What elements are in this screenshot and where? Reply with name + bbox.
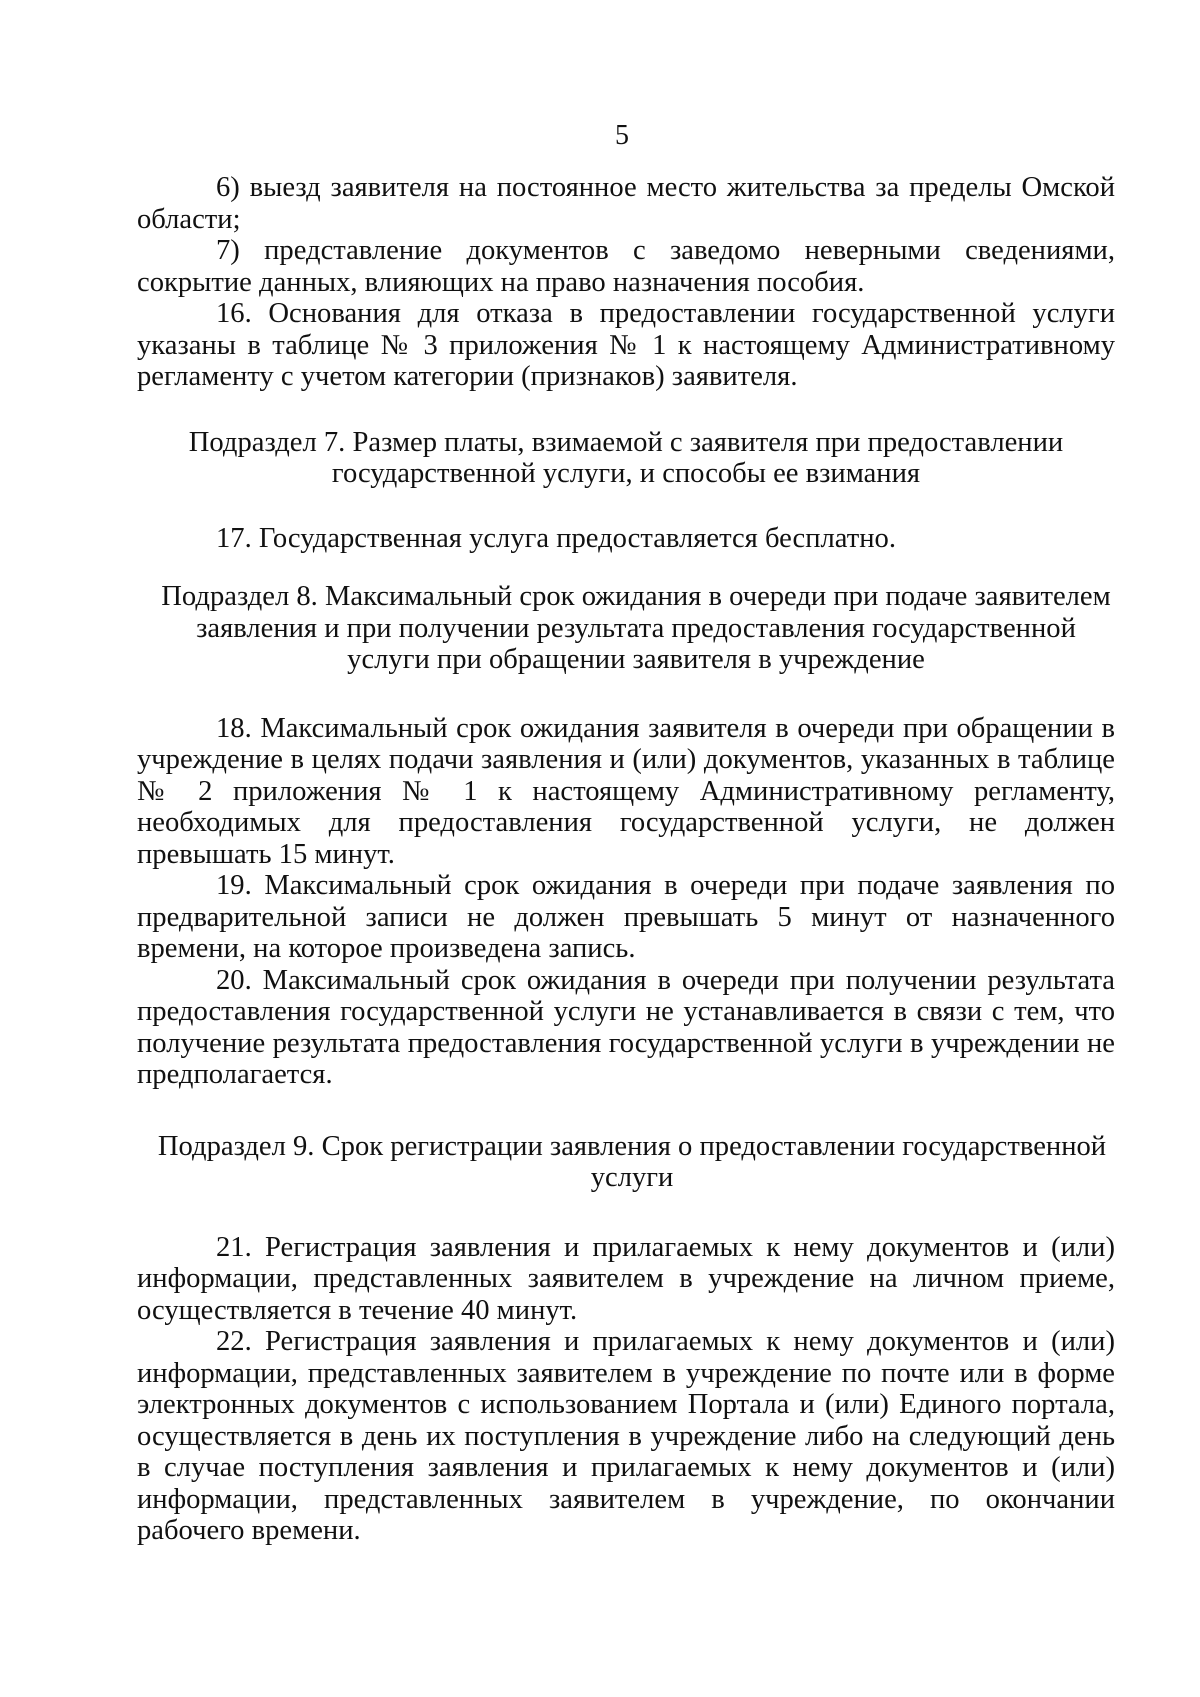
paragraph-21: 21. Регистрация заявления и прилагаемых к нему документов и (или) информации, представленных заявителем в учреждение на личном приеме, осуществляется в течение 40 минут.	[137, 1231, 1115, 1326]
paragraph-7: 7) представление документов с заведомо неверными сведениями, сокрытие данных, влияющих на право назначения пособия.	[137, 235, 1115, 298]
paragraph-18: 18. Максимальный срок ожидания заявителя в очереди при обращении в учреждение в целях подачи заявления и (или) документов, указанных в таблице № 2 приложения № 1 к настоящему Административному регламенту, необходимых для предоставления государственной услуги, не должен превышать 15 минут.	[137, 712, 1115, 870]
paragraph-17: 17. Государственная услуга предоставляется бесплатно.	[216, 522, 896, 554]
paragraph-22: 22. Регистрация заявления и прилагаемых к нему документов и (или) информации, представленных заявителем в учреждение по почте или в форме электронных документов с использованием Портала и (или) Единого портала, осуществляется в день их поступления в учреждение либо на следующий день в случае поступления заявления и прилагаемых к нему документов и (или) информации, представленных заявителем в учреждение, по окончании рабочего времени.	[137, 1326, 1115, 1546]
paragraph-6: 6) выезд заявителя на постоянное место жительства за пределы Омской области;	[137, 172, 1115, 235]
subsection-7-heading: Подраздел 7. Размер платы, взимаемой с заявителя при предоставлении государственной услуги, и способы ее взимания	[188, 426, 1064, 489]
paragraph-19: 19. Максимальный срок ожидания в очереди при подаче заявления по предварительной записи не должен превышать 5 минут от назначенного времени, на которое произведена запись.	[137, 870, 1115, 964]
page-number: 5	[615, 120, 629, 151]
subsection-8-heading: Подраздел 8. Максимальный срок ожидания в очереди при подаче заявителем заявления и при получении результата предоставления государственной услуги при обращении заявителя в учреждение	[161, 581, 1111, 675]
subsection-9-heading: Подраздел 9. Срок регистрации заявления о предоставлении государственной услуги	[157, 1130, 1107, 1193]
document-body	[137, 172, 1115, 1547]
paragraph-20: 20. Максимальный срок ожидания в очереди при получении результата предоставления государственной услуги не устанавливается в связи с тем, что получение результата предоставления государственной услуги в учреждении не предполагается.	[137, 964, 1115, 1090]
paragraph-16: 16. Основания для отказа в предоставлении государственной услуги указаны в таблице № 3 приложения № 1 к настоящему Административному регламенту с учетом категории (признаков) заявителя.	[137, 298, 1115, 392]
